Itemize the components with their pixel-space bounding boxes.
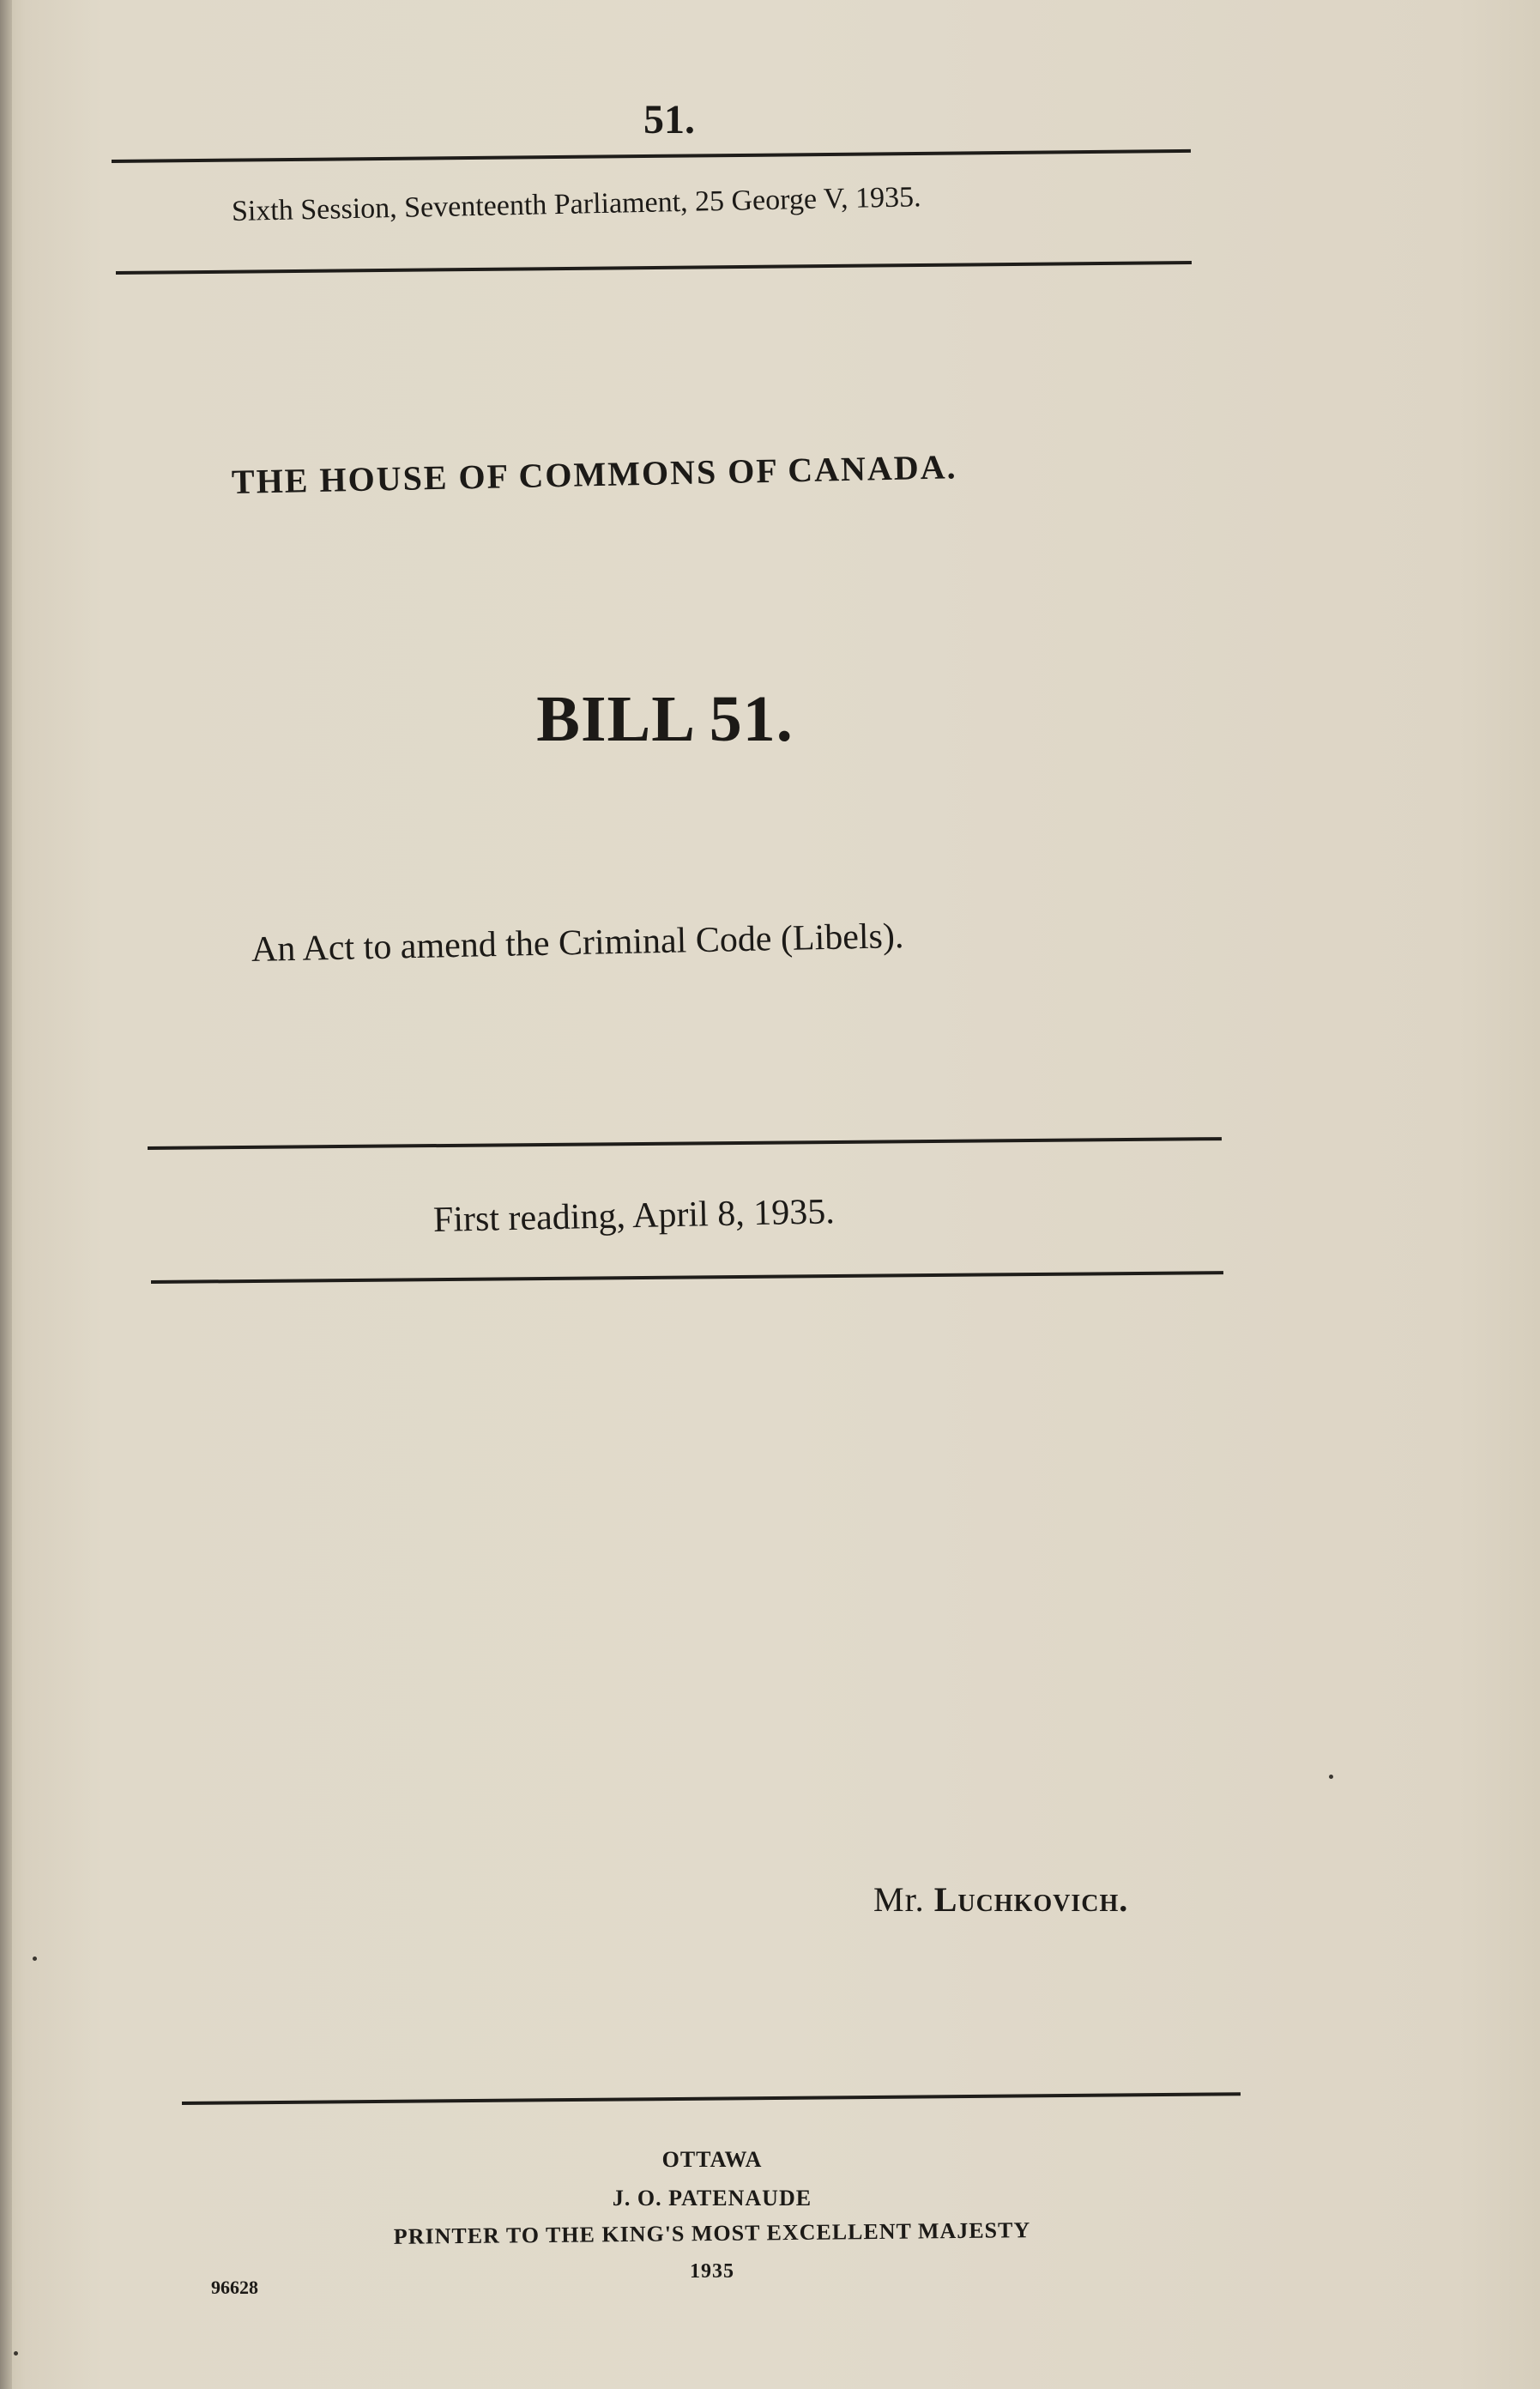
rule-mid-1 xyxy=(148,1137,1222,1150)
bill-number-heading: 51. xyxy=(643,97,695,142)
imprint-printer: J. O. PATENAUDE xyxy=(612,2186,812,2211)
print-code: 96628 xyxy=(211,2277,258,2298)
session-line: Sixth Session, Seventeenth Parliament, 25 George V, 1935. xyxy=(231,181,921,227)
imprint-city: OTTAWA xyxy=(661,2147,763,2172)
sponsor-prefix: Mr. xyxy=(873,1880,925,1919)
sponsor-name: Luchkovich. xyxy=(933,1880,1129,1919)
paper-speck xyxy=(33,1957,37,1961)
rule-bottom xyxy=(182,2092,1241,2105)
rule-mid-2 xyxy=(151,1271,1223,1284)
rule-top-2 xyxy=(116,261,1192,275)
first-reading-line: First reading, April 8, 1935. xyxy=(432,1192,836,1240)
house-heading: THE HOUSE OF COMMONS OF CANADA. xyxy=(231,447,958,501)
paper-speck xyxy=(1329,1775,1333,1779)
rule-top-1 xyxy=(112,149,1191,163)
imprint-printer-title: PRINTER TO THE KING'S MOST EXCELLENT MAJESTY xyxy=(393,2217,1031,2249)
imprint-year: 1935 xyxy=(690,2260,734,2283)
paper-speck xyxy=(14,2351,18,2356)
act-title: An Act to amend the Criminal Code (Libels). xyxy=(251,916,904,970)
sponsor-line xyxy=(873,1879,1128,1920)
bill-title: BILL 51. xyxy=(536,683,794,755)
page-edge xyxy=(0,0,12,2389)
